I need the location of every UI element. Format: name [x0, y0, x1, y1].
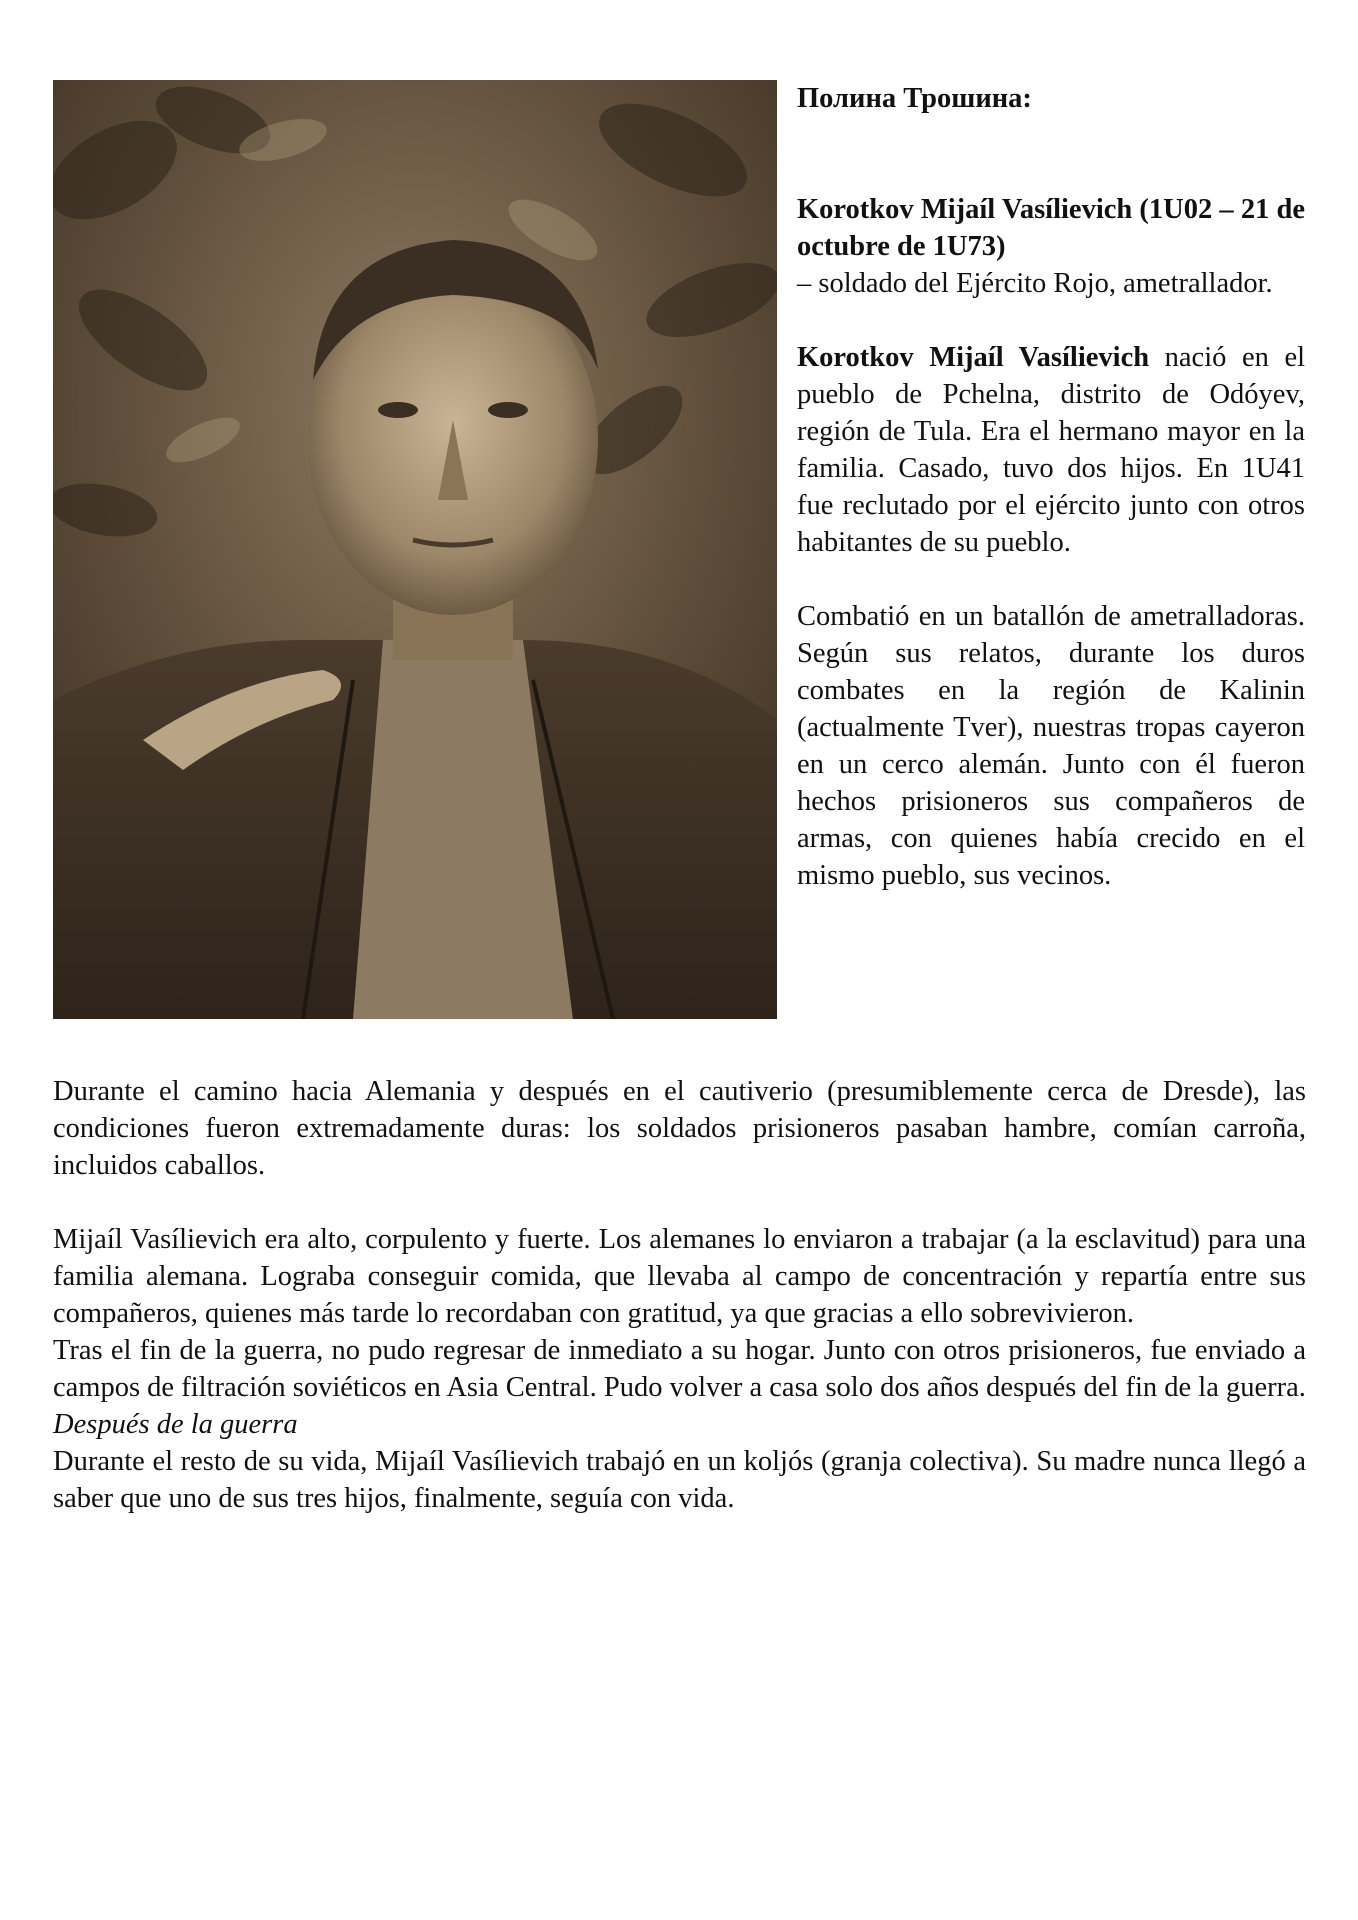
profile-bio-text: nació en el pueblo de Pchelna, distrito de Odóyev, región de Tula. Era el hermano mayor en la familia. Casado, tuvo dos hijos. En 1U41 fue reclutado por el ejército junto con otros habitantes de su pueblo. — [797, 342, 1306, 558]
profile-name: Korotkov Mijaíl Vasílievich — [797, 342, 1150, 373]
profile-bio — [797, 339, 1305, 561]
story-labor: Mijaíl Vasílievich era alto, corpulento y fuerte. Los alemanes lo enviaron a trabajar (a la esclavitud) para una familia alemana. Lograba conseguir comida, que llevaba al campo de concentración y repartía entre sus compañeros, quienes más tarde lo recordaban con gratitud, ya que gracias a ello sobrevivieron. — [53, 1224, 1306, 1329]
story-after-war: Durante el resto de su vida, Mijaíl Vasílievich trabajó en un koljós (granja colectiva). Su madre nunca llegó a saber que uno de sus tres hijos, finalmente, seguía con vida. — [53, 1446, 1306, 1514]
story-section — [53, 1073, 1306, 1517]
profile-title: Korotkov Mijaíl Vasílievich (1U02 – 21 de octubre de 1U73) — [797, 194, 1305, 262]
profile-combat: Combatió en un batallón de ametralladoras. Según sus relatos, durante los duros combates en la región de Kalinin (actualmente Tver), nuestras tropas cayeron en un cerco alemán. Junto con él fueron hechos prisioneros sus compañeros de armas, con quienes había crecido en el mismo pueblo, sus vecinos. — [797, 601, 1305, 891]
story-return: Tras el fin de la guerra, no pudo regresar de inmediato a su hogar. Junto con otros prisioneros, fue enviado a campos de filtración soviéticos en Asia Central. Pudo volver a casa solo dos años después del fin de la guerra. — [53, 1335, 1306, 1403]
profile-column — [797, 80, 1305, 894]
story-captivity: Durante el camino hacia Alemania y después en el cautiverio (presumiblemente cerca de Dresde), las condiciones fueron extremadamente duras: los soldados prisioneros pasaban hambre, comían carroña, incluidos caballos. — [53, 1076, 1306, 1181]
after-war-heading: Después de la guerra — [53, 1409, 298, 1440]
profile-subtitle: – soldado del Ejército Rojo, ametrallador. — [797, 268, 1273, 299]
author-heading: Полина Трошина: — [797, 83, 1032, 114]
portrait-image — [53, 80, 777, 1019]
portrait-photo — [53, 80, 777, 1019]
